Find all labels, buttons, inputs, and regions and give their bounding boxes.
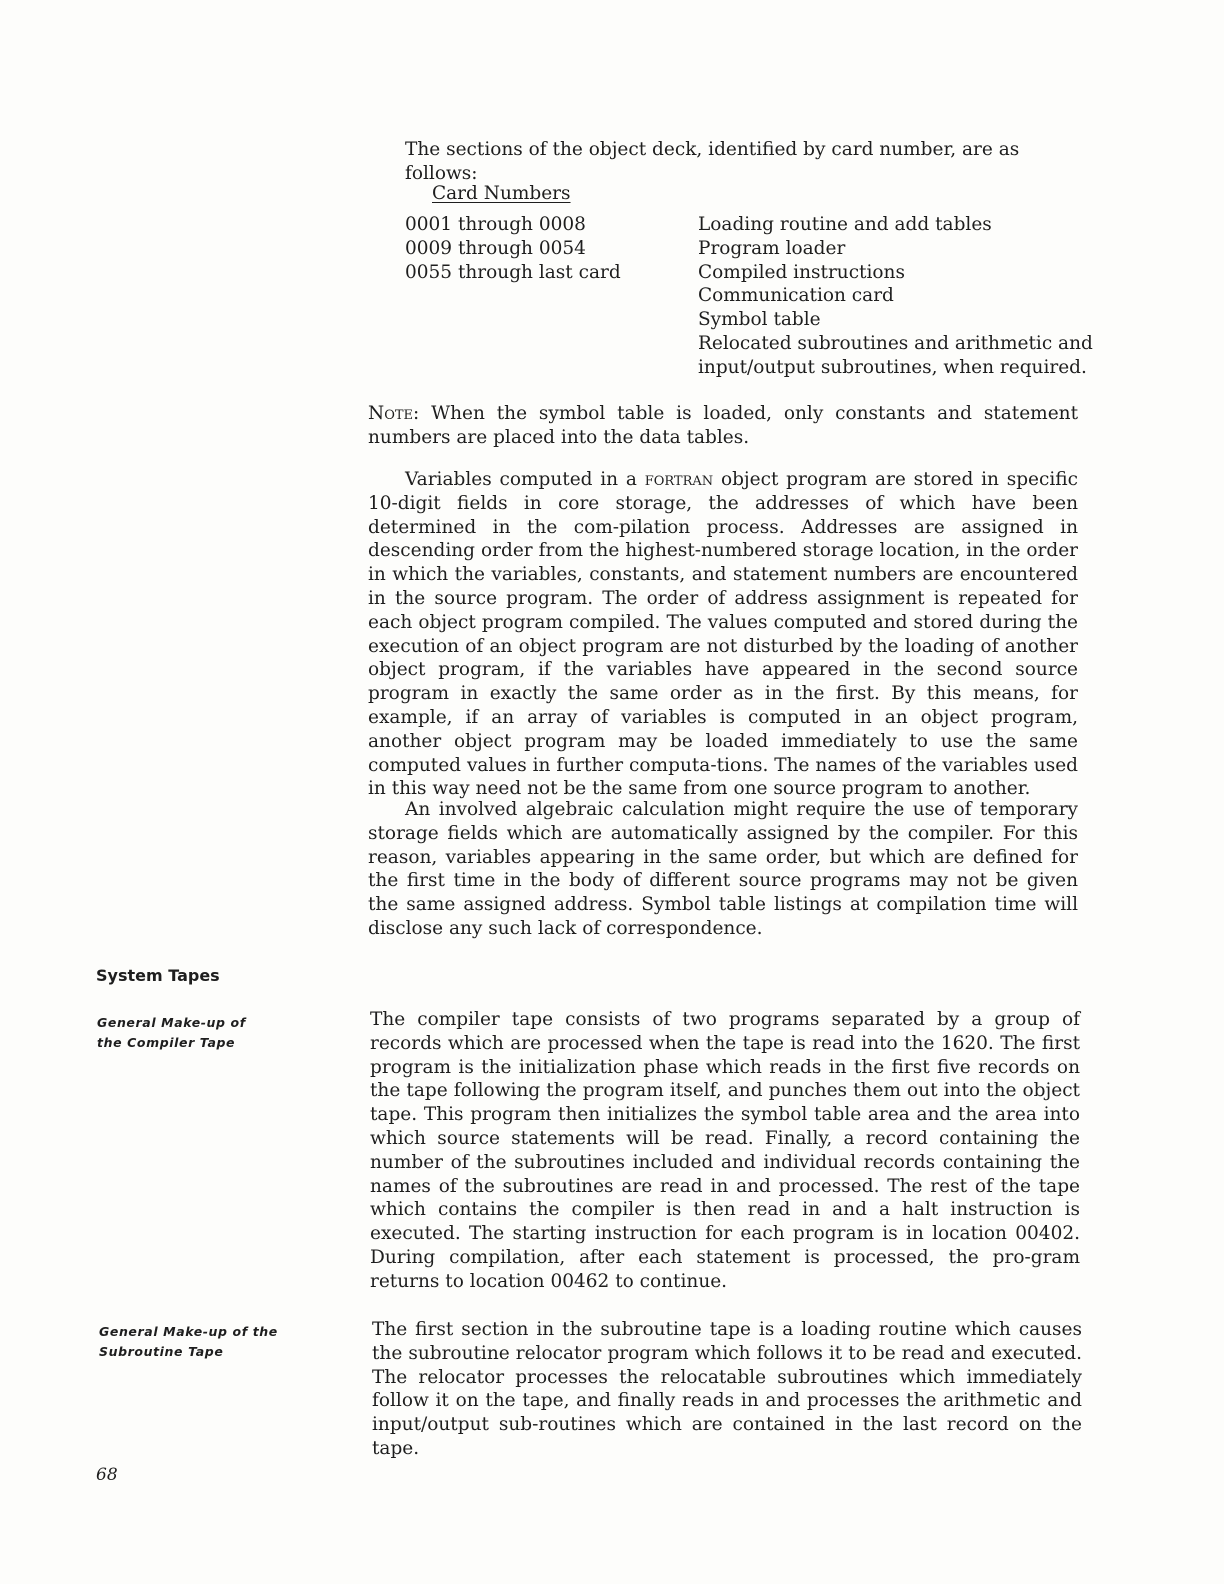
card-desc-4: Communication card xyxy=(698,285,894,307)
subheading-subroutine-tape xyxy=(99,1322,289,1362)
subheading-compiler-tape xyxy=(97,1013,267,1053)
subheading-subroutine-line2: Subroutine Tape xyxy=(99,1344,224,1359)
card-desc-6: Relocated subroutines and arithmetic and xyxy=(698,332,1093,354)
compiler-tape-paragraph: The compiler tape consists of two programs separated by a group of records which are processed when the tape is read into the 1620. The first program is the initialization phase which reads in the first five records on the tape following the program itself, and punches them out into the object tape. This program then initializes the symbol table area and the area into which source statements will be read. Finally, a record containing the number of the subroutines included and individual records containing the names of the subroutines are read in and processed. The rest of the tape which contains the compiler is then read in and a halt instruction is executed. The starting instruction for each program is in location 00402. During compilation, after each statement is processed, the pro-gram returns to location 00462 to continue. xyxy=(370,1009,1080,1292)
subheading-compiler-line2: the Compiler Tape xyxy=(97,1035,236,1050)
card-range-1: 0001 through 0008 xyxy=(405,214,586,235)
card-desc-7: input/output subroutines, when required. xyxy=(698,356,1087,378)
subheading-subroutine-line1: General Make-up of the xyxy=(99,1324,278,1339)
card-desc-1: Loading routine and add tables xyxy=(698,214,992,235)
subheading-compiler-line1: General Make-up of xyxy=(97,1015,246,1030)
variables-paragraph xyxy=(368,468,1078,801)
card-range-3: 0055 through last card xyxy=(405,261,621,283)
card-descriptions xyxy=(698,213,1098,380)
section-heading-system-tapes: System Tapes xyxy=(96,966,220,985)
note-label: Note: xyxy=(368,403,420,424)
card-desc-3: Compiled instructions xyxy=(698,261,905,283)
fortran-word: fortran xyxy=(644,469,714,490)
card-desc-2: Program loader xyxy=(698,237,846,259)
note-text: When the symbol table is loaded, only constants and statement numbers are placed into the data tables. xyxy=(368,403,1078,448)
subroutine-tape-paragraph: The first section in the subroutine tape is a loading routine which causes the subroutine relocator program which follows it to be read and executed. The relocator processes the relocatable subroutines which immediately follow it on the tape, and finally reads in and processes the arithmetic and input/output sub-routines which are contained in the last record on the tape. xyxy=(372,1319,1082,1459)
card-desc-5: Symbol table xyxy=(698,309,821,331)
page-number: 68 xyxy=(96,1465,118,1485)
para1-lead: Variables computed in a xyxy=(405,469,637,490)
note-paragraph xyxy=(368,402,1078,450)
intro-text: The sections of the object deck, identified by card number, are as follows: xyxy=(405,139,1020,184)
card-ranges xyxy=(405,213,685,284)
card-range-2: 0009 through 0054 xyxy=(405,237,586,259)
card-numbers-header: Card Numbers xyxy=(432,183,571,204)
temporary-storage-paragraph: An involved algebraic calculation might require the use of temporary storage fields which are automatically assigned by the compiler. For this reason, variables appearing in the same order, but which are defined for the first time in the body of different source programs may not be given the same assigned address. Symbol table listings at compilation time will disclose any such lack of correspondence. xyxy=(368,799,1078,939)
para1-rest: object program are stored in specific 10-digit fields in core storage, the addresses of which have been determined in the com-pilation process. Addresses are assigned in descending order from the highest-numbered storage location, in the order in which the variables, constants, and statement numbers are encountered in the source program. The order of address assignment is repeated for each object program compiled. The values computed and stored during the execution of an object program are not disturbed by the loading of another object program, if the variables have appeared in the second source program in exactly the same order as in the first. By this means, for example, if an array of variables is computed in an object program, another object program may be loaded immediately to use the same computed values in further computa-tions. The names of the variables used in this way need not be the same from one source program to another. xyxy=(368,469,1078,800)
